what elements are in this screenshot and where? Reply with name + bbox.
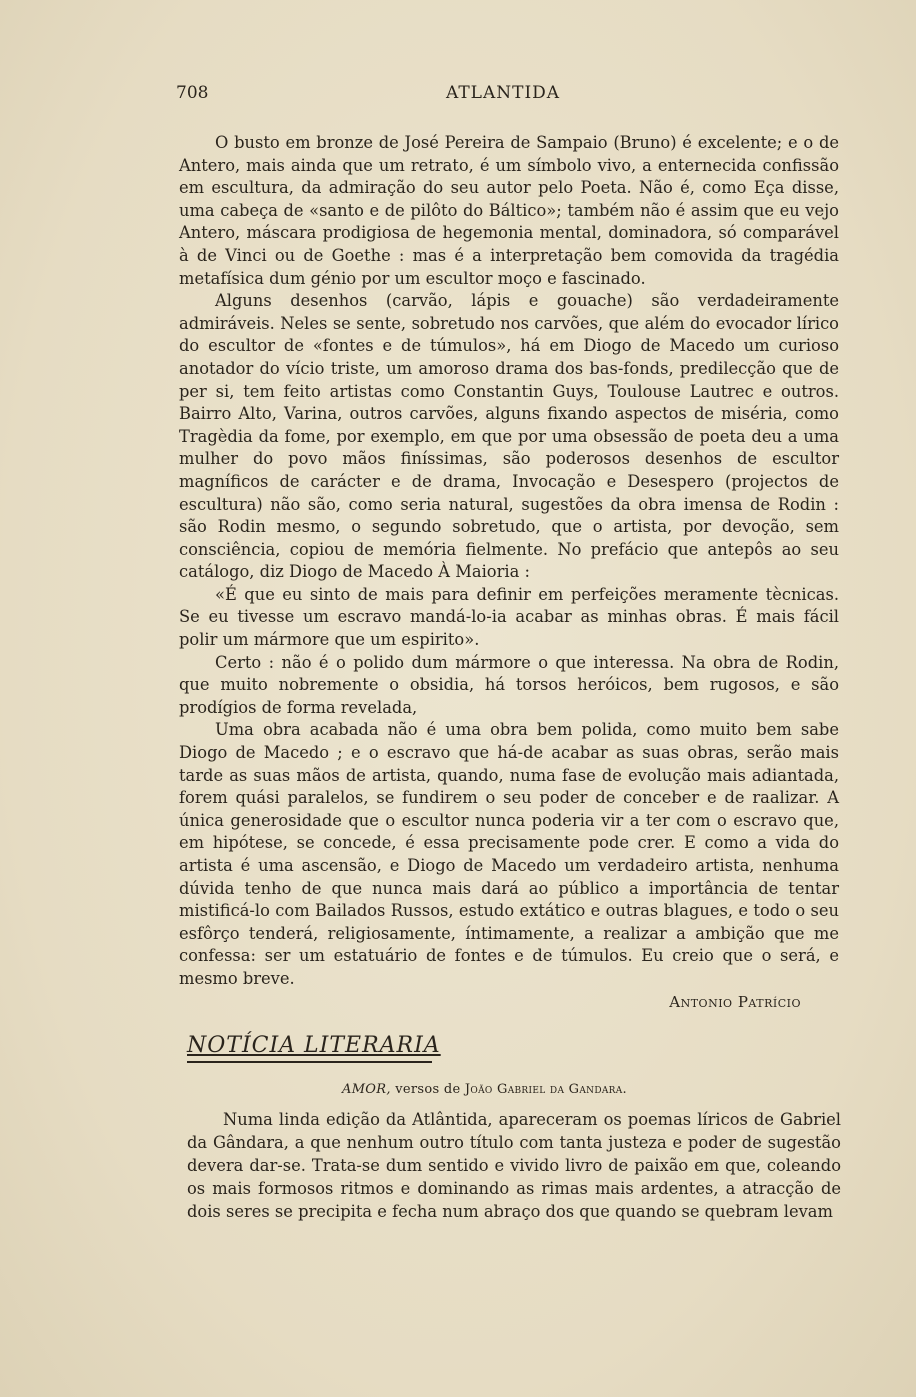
page-header xyxy=(176,83,836,111)
paragraph: «É que eu sinto de mais para definir em perfeições meramente tècnicas. Se eu tivesse um escravo mandá-lo-ia acabar as minhas obras. É mais fácil polir um mármore que um espirito». xyxy=(179,584,839,650)
section-title: NOTÍCIA LITERARIA xyxy=(187,1033,441,1058)
article-body xyxy=(179,132,839,1013)
section-divider xyxy=(187,1061,432,1063)
review-subheading xyxy=(342,1082,627,1097)
book-title: AMOR, xyxy=(342,1082,391,1097)
paragraph: Uma obra acabada não é uma obra bem polida, como muito bem sabe Diogo de Macedo ; e o escravo que há-de acabar as suas obras, serão mais tarde as suas mãos de artista, quando, numa fase de evolução mais adiantada, forem quási paralelos, se fundirem o seu poder de conceber e de raalizar. A única generosidade que o escultor nunca poderia vir a ter com o escravo que, em hipótese, se concede, é essa precisamente pode crer. E como a vida do artista é uma ascensão, e Diogo de Macedo um verdadeiro artista, nenhuma dúvida tenho de que nunca mais dará ao público a importância de tentar mistificá-lo com Bailados Russos, estudo extático e outras blagues, e todo o seu esfôrço tenderá, religiosamente, íntimamente, a realizar a ambição que me confessa: ser um estatuário de fontes e de túmulos. Eu creio que o será, e mesmo breve. xyxy=(179,720,839,988)
paragraph: Alguns desenhos (carvão, lápis e gouache) são verdadeiramente admiráveis. Neles se sente, sobretudo nos carvões, que além do evocador lírico do escultor de «fontes e de túmulos», há em Diogo de Macedo um curioso anotador do vício triste, um amoroso drama dos bas-fonds, predilecção que de per si, tem feito artistas como Constantin Guys, Toulouse Lautrec e outros. Bairro Alto, Varina, outros carvões, alguns fixando aspectos de miséria, como Tragèdia da fome, por exemplo, em que por uma obsessão de poeta deu a uma mulher do povo mãos finíssimas, são poderosos desenhos de escultor magníficos de carácter e de drama, Invocação e Desespero (projectos de escultura) não são, como seria natural, sugestões da obra imensa de Rodin : são Rodin mesmo, o segundo sobretudo, que o artista, por devoção, sem consciência, copiou de memória fielmente. No prefácio que antepôs ao seu catálogo, diz Diogo de Macedo À Maioria : xyxy=(179,291,839,582)
running-head: ATLANTIDA xyxy=(446,83,561,103)
author-signature: Antonio Patrício xyxy=(669,992,801,1011)
paragraph: Numa linda edição da Atlântida, apareceram os poemas líricos de Gabriel da Gândara, a que nenhum outro título com tanta justeza e poder de sugestão devera dar-se. Trata-se dum sentido e vivido livro de paixão em que, coleando os mais formosos ritmos e dominando as rimas mais ardentes, a atracção de dois seres se precipita e fecha num abraço dos que quando se quebram levam xyxy=(187,1110,841,1221)
subheading-connector: versos de xyxy=(390,1082,465,1097)
paragraph: O busto em bronze de José Pereira de Sampaio (Bruno) é excelente; e o de Antero, mais ainda que um retrato, é um símbolo vivo, a enternecida confissão em escultura, da admiração do seu autor pelo Poeta. Não é, como Eça disse, uma cabeça de «santo e de pilôto do Báltico»; também não é assim que eu vejo Antero, máscara prodigiosa de hegemonia mental, dominadora, só comparável à de Vinci ou de Goethe : mas é a interpretação bem comovida da tragédia metafísica dum génio por um escultor moço e fascinado. xyxy=(179,133,839,288)
review-body xyxy=(187,1108,841,1223)
page-number: 708 xyxy=(176,83,209,103)
book-author: João Gabriel da Gandara. xyxy=(464,1082,627,1097)
paragraph: Certo : não é o polido dum mármore o que interessa. Na obra de Rodin, que muito nobremente o obsidia, há torsos heróicos, bem rugosos, e são prodígios de forma revelada, xyxy=(179,652,839,717)
